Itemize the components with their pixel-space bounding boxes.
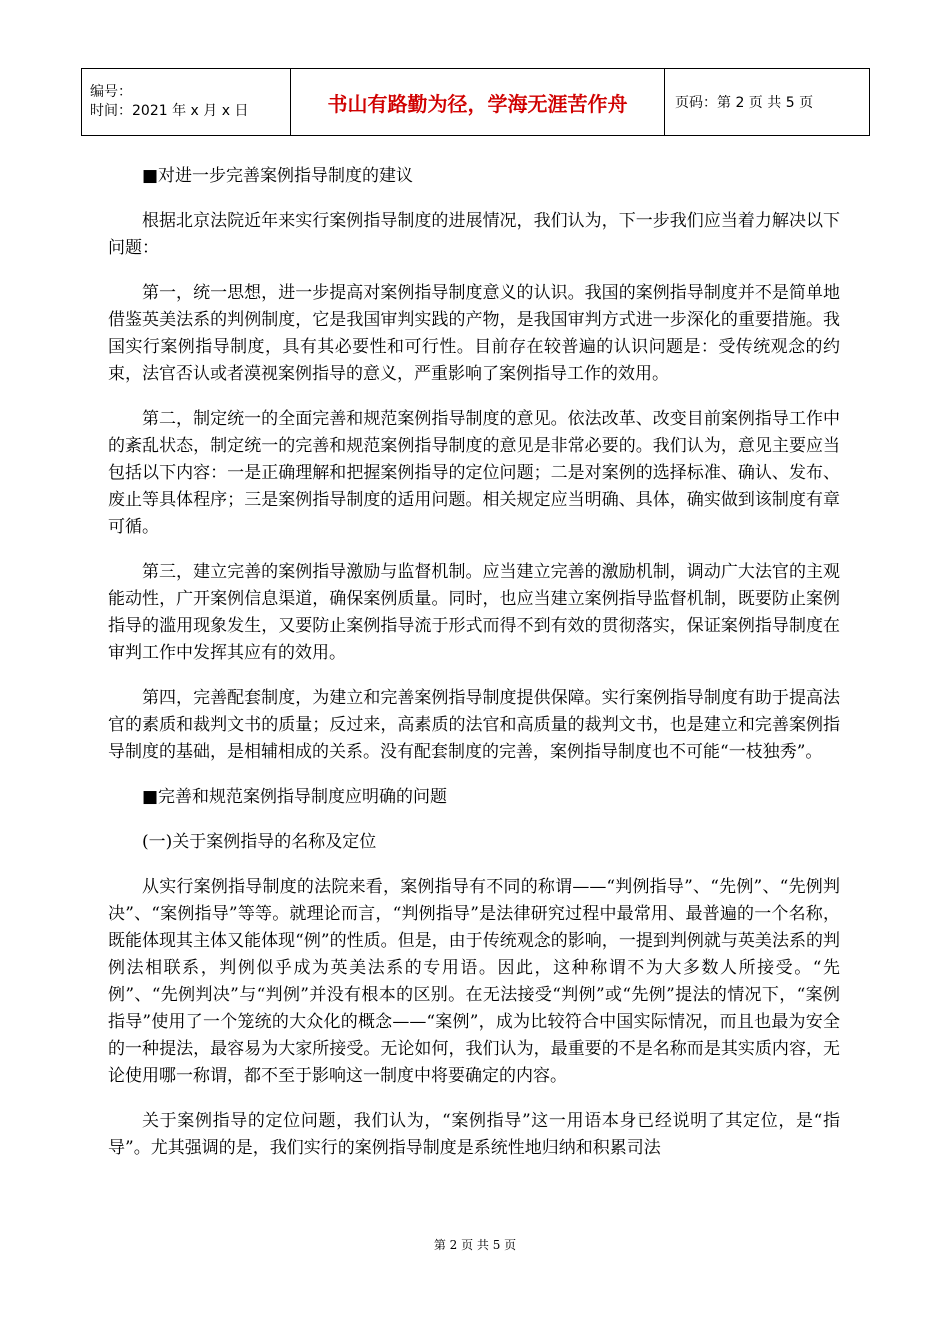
header-motto: 书山有路勤为径，学海无涯苦作舟 xyxy=(291,69,665,136)
paragraph: 根据北京法院近年来实行案例指导制度的进展情况，我们认为，下一步我们应当着力解决以下问题： xyxy=(108,211,840,258)
document-date-label: 时间：2021 年 x 月 x 日 xyxy=(90,103,249,119)
header-page-number: 页码：第 2 页 共 5 页 xyxy=(665,69,870,136)
section-heading: ■对进一步完善案例指导制度的建议 xyxy=(142,166,414,186)
page-footer: 第 2 页 共 5 页 xyxy=(433,1238,517,1252)
paragraph: 第二，制定统一的全面完善和规范案例指导制度的意见。依法改革、改变目前案例指导工作中的紊乱状态，制定统一的完善和规范案例指导制度的意见是非常必要的。我们认为，意见主要应当包括以下内容：一是正确理解和把握案例指导的定位问题；二是对案例的选择标准、确认、发布、废止等具体程序；三是案例指导制度的适用问题。相关规定应当明确、具体，确实做到该制度有章可循。 xyxy=(108,409,840,537)
document-number-label: 编号： xyxy=(90,84,132,100)
section-heading: ■完善和规范案例指导制度应明确的问题 xyxy=(142,787,448,807)
paragraph: 关于案例指导的定位问题，我们认为，“案例指导”这一用语本身已经说明了其定位，是“指导”。尤其强调的是，我们实行的案例指导制度是系统性地归纳和积累司法 xyxy=(108,1111,840,1158)
document-body xyxy=(108,163,840,1162)
paragraph: 第三，建立完善的案例指导激励与监督机制。应当建立完善的激励机制，调动广大法官的主观能动性，广开案例信息渠道，确保案例质量。同时，也应当建立案例指导监督机制，既要防止案例指导的滥用现象发生，又要防止案例指导流于形式而得不到有效的贯彻落实，保证案例指导制度在审判工作中发挥其应有的效用。 xyxy=(108,562,840,663)
document-header xyxy=(81,68,870,136)
paragraph: 第一，统一思想，进一步提高对案例指导制度意义的认识。我国的案例指导制度并不是简单地借鉴英美法系的判例制度，它是我国审判实践的产物，是我国审判方式进一步深化的重要措施。我国实行案例指导制度，具有其必要性和可行性。目前存在较普遍的认识问题是：受传统观念的约束，法官否认或者漠视案例指导的意义，严重影响了案例指导工作的效用。 xyxy=(108,283,840,384)
header-meta-cell xyxy=(82,69,291,136)
paragraph: 第四，完善配套制度，为建立和完善案例指导制度提供保障。实行案例指导制度有助于提高法官的素质和裁判文书的质量；反过来，高素质的法官和高质量的裁判文书，也是建立和完善案例指导制度的基础，是相辅相成的关系。没有配套制度的完善，案例指导制度也不可能“一枝独秀”。 xyxy=(108,688,840,762)
subsection-heading: (一)关于案例指导的名称及定位 xyxy=(142,832,377,852)
paragraph: 从实行案例指导制度的法院来看，案例指导有不同的称谓——“判例指导”、“先例”、“先例判决”、“案例指导”等等。就理论而言，“判例指导”是法律研究过程中最常用、最普遍的一个名称，既能体现其主体又能体现“例”的性质。但是，由于传统观念的影响，一提到判例就与英美法系的判例法相联系，判例似乎成为英美法系的专用语。因此，这种称谓不为大多数人所接受。“先例”、“先例判决”与“判例”并没有根本的区别。在无法接受“判例”或“先例”提法的情况下，“案例指导”使用了一个笼统的大众化的概念——“案例”，成为比较符合中国实际情况，而且也最为安全的一种提法，最容易为大家所接受。无论如何，我们认为，最重要的不是名称而是其实质内容，无论使用哪一称谓，都不至于影响这一制度中将要确定的内容。 xyxy=(108,877,840,1086)
